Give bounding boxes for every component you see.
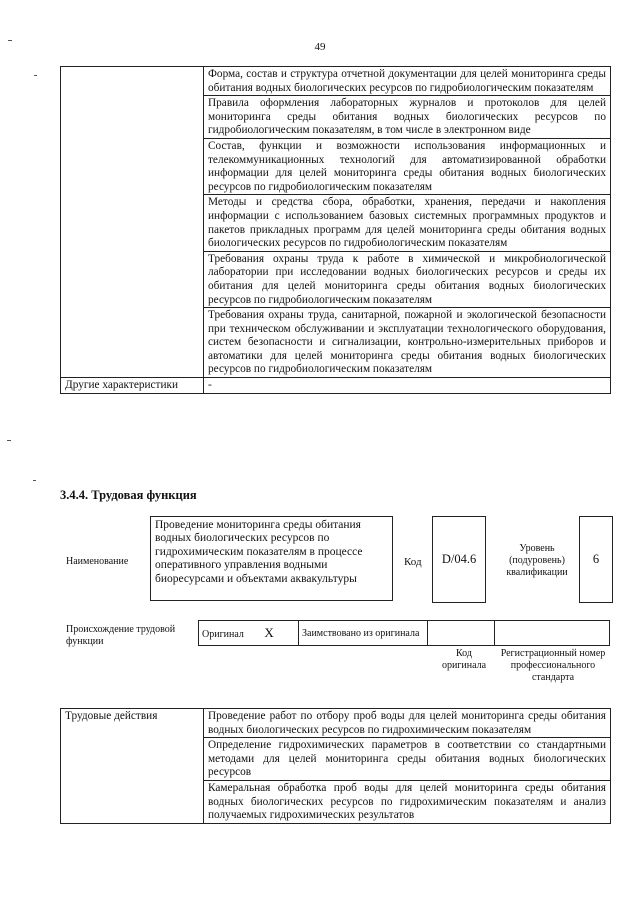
knowledge-table <box>60 66 611 394</box>
table-row <box>61 378 611 394</box>
function-name-box: Проведение мониторинга среды обитания водных биологических ресурсов по гидрохимическим показателям в процессе оперативного управления водными биоресурсами и объектами аквакультуры <box>150 516 393 601</box>
labor-actions-label: Трудовые действия <box>61 709 204 824</box>
original-code-cell <box>428 621 495 646</box>
scan-mark <box>34 75 37 76</box>
labor-action-item: Камеральная обработка проб воды для целей мониторинга среды обитания водных биологических ресурсов по гидрохимическим показателям и анализ получаемых гидрохимических результатов <box>204 780 611 823</box>
original-cell <box>199 621 299 646</box>
labor-actions-table <box>60 708 611 824</box>
origin-label: Происхождение трудовой функции <box>66 624 176 647</box>
page-number: 49 <box>314 41 326 53</box>
code-caption: Код оригинала <box>441 648 487 671</box>
knowledge-item: Форма, состав и структура отчетной документации для целей мониторинга среды обитания водных биологических ресурсов по гидробиологическим показателям <box>204 67 611 96</box>
labor-action-item: Проведение работ по отбору проб воды для целей мониторинга среды обитания водных биологических ресурсов по гидрохимическим показателям <box>204 709 611 738</box>
knowledge-item: Правила оформления лабораторных журналов и протоколов для целей мониторинга среды обитания водных биологических ресурсов по гидробиологическим показателям, в том числе в электронном виде <box>204 96 611 139</box>
name-label: Наименование <box>66 556 129 567</box>
other-characteristics-value: - <box>204 378 611 394</box>
knowledge-item: Требования охраны труда к работе в химической и микробиологической лаборатории при исследовании водных биологических ресурсов и среды их обитания для целей мониторинга среды обитания водных биологических ресурсов по гидробиологическим показателям <box>204 251 611 307</box>
original-label: Оригинал <box>202 628 244 640</box>
origin-table <box>198 620 610 646</box>
qualification-level-box: 6 <box>579 516 613 603</box>
original-mark: X <box>264 624 274 640</box>
reg-number-cell <box>495 621 610 646</box>
reg-caption: Регистрационный номер профессионального стандарта <box>500 648 606 683</box>
section-heading: 3.4.4. Трудовая функция <box>60 488 197 502</box>
other-characteristics-label: Другие характеристики <box>61 378 204 394</box>
knowledge-item: Состав, функции и возможности использования информационных и телекоммуникационных технологий для автоматизированной обработки информации для целей мониторинга среды обитания водных биологических ресурсов по гидробиологическим показателям <box>204 138 611 194</box>
code-label: Код <box>404 556 422 568</box>
empty-label-cell <box>61 67 204 378</box>
knowledge-item: Методы и средства сбора, обработки, хранения, передачи и накопления информации с использованием базовых системных программных продуктов и пакетов прикладных программ для целей мониторинга среды обитания водных биологических ресурсов по гидробиологическим показателям <box>204 195 611 251</box>
table-row <box>199 621 610 646</box>
knowledge-item: Требования охраны труда, санитарной, пожарной и экологической безопасности при техническом обслуживании и эксплуатации технологического оборудования, систем безопасности и сигнализации, контрольно-измерительных приборов и автоматики для целей мониторинга среды обитания водных биологических ресурсов по гидробиологическим показателям <box>204 308 611 378</box>
borrowed-label: Заимствовано из оригинала <box>299 621 428 646</box>
function-code-box: D/04.6 <box>432 516 486 603</box>
table-row <box>61 67 611 96</box>
scan-mark <box>33 480 36 481</box>
level-label: Уровень (подуровень) квалификации <box>506 543 568 578</box>
table-row <box>61 709 611 738</box>
labor-action-item: Определение гидрохимических параметров в соответствии со стандартными методами для целей мониторинга среды обитания водных биологических ресурсов <box>204 738 611 781</box>
scan-mark <box>7 440 11 441</box>
